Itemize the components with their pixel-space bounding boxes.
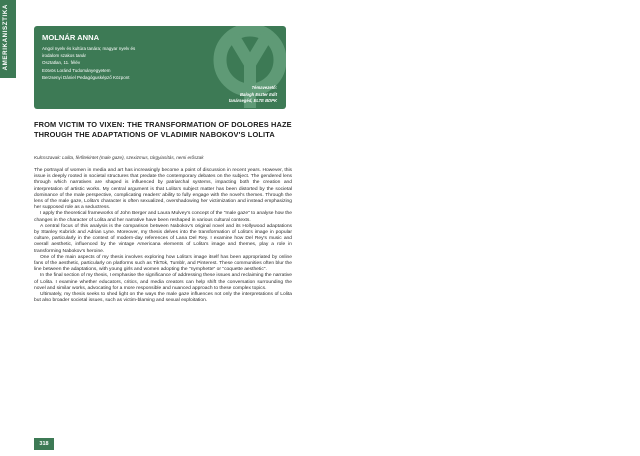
author-detail-line: Berzsenyi Dániel Pedagógusképző Központ: [42, 74, 130, 80]
keywords-line: [34, 155, 292, 160]
author-details: [42, 45, 135, 81]
author-detail-line: irodalom szakos tanár: [42, 53, 87, 59]
page-number: 318: [34, 438, 54, 450]
supervisor-block: [229, 85, 277, 104]
supervisor-role: tanársegéd, ELTE BDPK: [228, 97, 277, 103]
keywords-text: Lolita, férfitekintet (male gaze), szexizmus, tárgyiasítás, nemi erőszak: [62, 155, 204, 160]
article-body: [34, 168, 292, 304]
body-paragraph: Ultimately, my thesis seeks to shed light on the ways the male gaze influences not only the interpretations of Lolita but also broader societal issues, such as victim-blaming and sexual exploitation.: [34, 292, 292, 304]
supervisor-name: Balogh Eszter Edit: [240, 91, 277, 97]
body-paragraph: In the final section of my thesis, I emphasise the significance of addressing these issues and reclaiming the narrative of Lolita. I examine whether educators, critics, and media creators can help shift the conversation surrounding the novel and similar works, advocating for a more responsible and nuanced approach to these complex topics.: [34, 273, 293, 291]
supervisor-label: Témavezető:: [251, 85, 277, 91]
body-paragraph: The portrayal of women in media and art has increasingly become a point of discussion in recent years. However, this issue is deeply rooted in societal structures that predate the contemporary debates on the subject. The gendered lens through which narratives are shaped is influenced by patriarchal systems, impacting both the creation and interpretation of artistic works. My central argument is that Lolita's subject matter has been distorted by the societal dominance of the male perspective, complicating readers' ability to fully engage with the novel's themes. Through the lens of the male gaze, Lolita's character is often sexualized, overshadowing her victimization and instead emphasizing her supposed role as a seductress.: [34, 168, 292, 211]
body-paragraph: One of the main aspects of my thesis involves exploring how Lolita's image itself has been appropriated by online fans of the aesthetic, particularly on platforms such as TikTok, Tumblr, and Pinterest. These communities often blur the line between the adaptations, with young girls and women adopting the "nymphette" or "coquette aesthetic".: [34, 254, 292, 273]
author-detail-line: Eötvös Loránd Tudományegyetem: [42, 67, 111, 73]
body-paragraph: A central focus of this analysis is the comparison between Nabokov's original novel and its Hollywood adaptations by Stanley Kubrick and Adrian Lyne. Moreover, my thesis delves into the transformation of Lolita's image in popular culture, particularly in the context of modern-day references of Lana Del Rey. I examine how Del Rey's music and overall aesthetic, influenced by the vintage Americana elements of Lolita's image and themes, play a role in transforming Nabokov's heroine.: [34, 223, 292, 254]
author-info-box: [34, 26, 286, 109]
body-paragraph: I apply the theoretical frameworks of John Berger and Laura Mulvey's concept of the "male gaze" to analyse how the changes in the character of Lolita and her narrative have been reshaped in various cultural contexts.: [34, 211, 292, 223]
author-name: MOLNÁR ANNA: [42, 33, 100, 42]
author-detail-line: Angol nyelv és kultúra tanára; magyar nyelv és: [42, 46, 136, 51]
article-title: FROM VICTIM TO VIXEN: THE TRANSFORMATION OF DOLORES HAZE THROUGH THE ADAPTATIONS OF VLADIMIR NABOKOV'S LOLITA: [34, 120, 292, 140]
keywords-label: Kulcsszavak:: [34, 155, 61, 160]
author-detail-line: Osztatlan, 11. félév: [42, 60, 81, 66]
section-tab-label: AMERIKANISZTIKA: [2, 4, 9, 71]
section-tab: [0, 0, 16, 78]
